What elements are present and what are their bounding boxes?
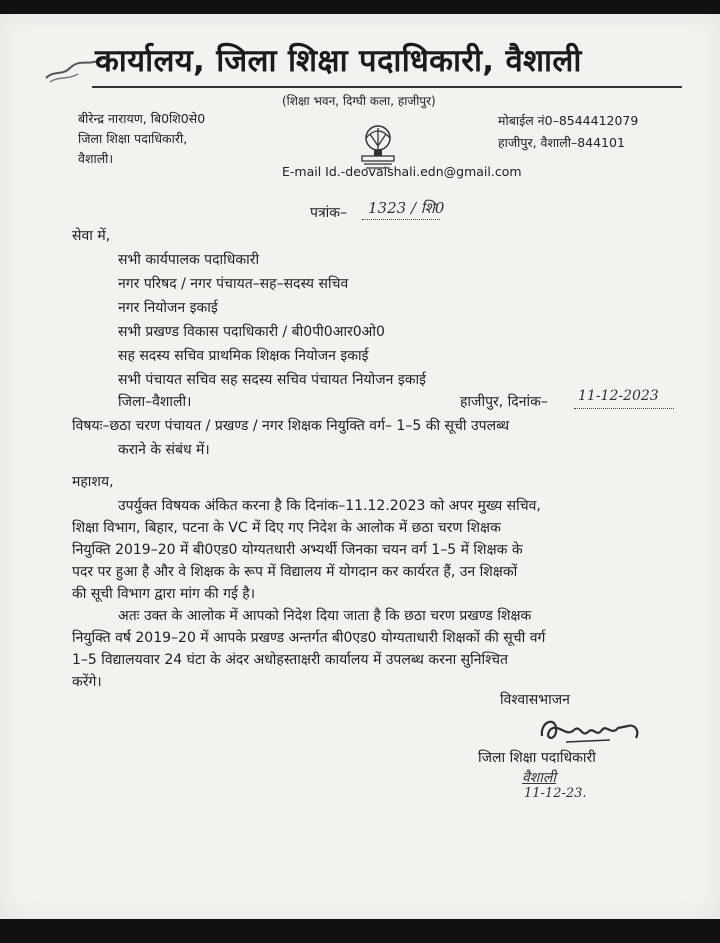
paragraph-1-line: शिक्षा विभाग, बिहार, पटना के VC में दिए गए निदेश के आलोक में छठा चरण शिक्षक (72, 520, 501, 536)
paragraph-1-line: नियुक्ति 2019–20 में बी0एड0 योग्यतधारी अभ्यर्थी जिनका चयन वर्ग 1–5 में शिक्षक के (72, 542, 523, 558)
office-address: (शिक्षा भवन, दिग्घी कला, हाजीपुर) (282, 94, 436, 108)
recipient-line: सभी प्रखण्ड विकास पदाधिकारी / बी0पी0आर0ओ0 (118, 324, 385, 340)
greeting: महाशय, (72, 474, 114, 490)
paragraph-1-line: उपर्युक्त विषयक अंकित करना है कि दिनांक–11.12.2023 को अपर मुख्य सचिव, (118, 498, 541, 514)
paragraph-1-line: पदर पर हुआ है और वे शिक्षक के रूप में विद्यालय में योगदान कर कार्यरत हैं, उन शिक्षकों (72, 564, 518, 580)
subject-line-1: विषयः–छठा चरण पंचायत / प्रखण्ड / नगर शिक्षक नियुक्ति वर्ग– 1–5 की सूची उपलब्ध (72, 418, 510, 434)
recipient-line: सह सदस्य सचिव प्राथमिक शिक्षक नियोजन इकाई (118, 348, 369, 364)
email-address: E-mail Id.-deovaishali.edn@gmail.com (282, 164, 522, 179)
subject-line-2: कराने के संबंध में। (118, 442, 210, 458)
paragraph-2-line: करेंगे। (72, 674, 102, 690)
handwritten-date: 11-12-23. (524, 786, 587, 801)
salutation-to: सेवा में, (72, 228, 111, 244)
top-frame (0, 0, 720, 14)
city-pin: हाजीपुर, वैशाली–844101 (498, 135, 625, 150)
signatory-designation: जिला शिक्षा पदाधिकारी (478, 750, 596, 766)
recipient-line: नगर परिषद / नगर पंचायत–सह–सदस्य सचिव (118, 276, 349, 292)
title-underline (92, 86, 682, 88)
bottom-frame (0, 919, 720, 943)
mobile-number: मोबाईल नं0–8544412079 (498, 113, 639, 128)
date-dotline (574, 408, 674, 409)
paragraph-2-line: नियुक्ति वर्ष 2019–20 में आपके प्रखण्ड अन्तर्गत बी0एड0 योग्यताधारी शिक्षकों की सूची वर्ग (72, 630, 546, 646)
recipient-line: सभी पंचायत सचिव सह सदस्य सचिव पंचायत नियोजन इकाई (118, 372, 426, 388)
officer-designation: जिला शिक्षा पदाधिकारी, (78, 131, 188, 146)
reference-label: पत्रांक– (310, 205, 348, 221)
handwritten-district: वैशाली (522, 770, 557, 786)
office-title: कार्यालय, जिला शिक्षा पदाधिकारी, वैशाली (95, 43, 582, 79)
paragraph-2-line: अतः उक्त के आलोक में आपको निदेश दिया जाता है कि छठा चरण प्रखण्ड शिक्षक (118, 608, 532, 624)
paragraph-2-line: 1–5 विद्यालयवार 24 घंटा के अंदर अधोहस्ताक्षरी कार्यालय में उपलब्ध करना सुनिश्चित (72, 652, 508, 668)
reference-dotline (362, 219, 440, 220)
date-label: हाजीपुर, दिनांक– (460, 394, 548, 410)
sign-off: विश्वासभाजन (500, 692, 570, 708)
officer-name: बीरेन्द्र नारायण, बि0शि0से0 (78, 111, 206, 126)
recipient-line: सभी कार्यपालक पदाधिकारी (118, 252, 260, 268)
signature-icon (536, 708, 648, 748)
letter-sheet (0, 14, 720, 919)
recipient-line: जिला–वैशाली। (118, 394, 192, 410)
officer-district: वैशाली। (78, 151, 114, 166)
recipient-line: नगर नियोजन इकाई (118, 300, 218, 316)
reference-number: 1323 / शि0 (368, 199, 445, 217)
date-value: 11-12-2023 (578, 388, 659, 404)
paragraph-1-line: की सूची विभाग द्वारा मांग की गई है। (72, 586, 256, 602)
